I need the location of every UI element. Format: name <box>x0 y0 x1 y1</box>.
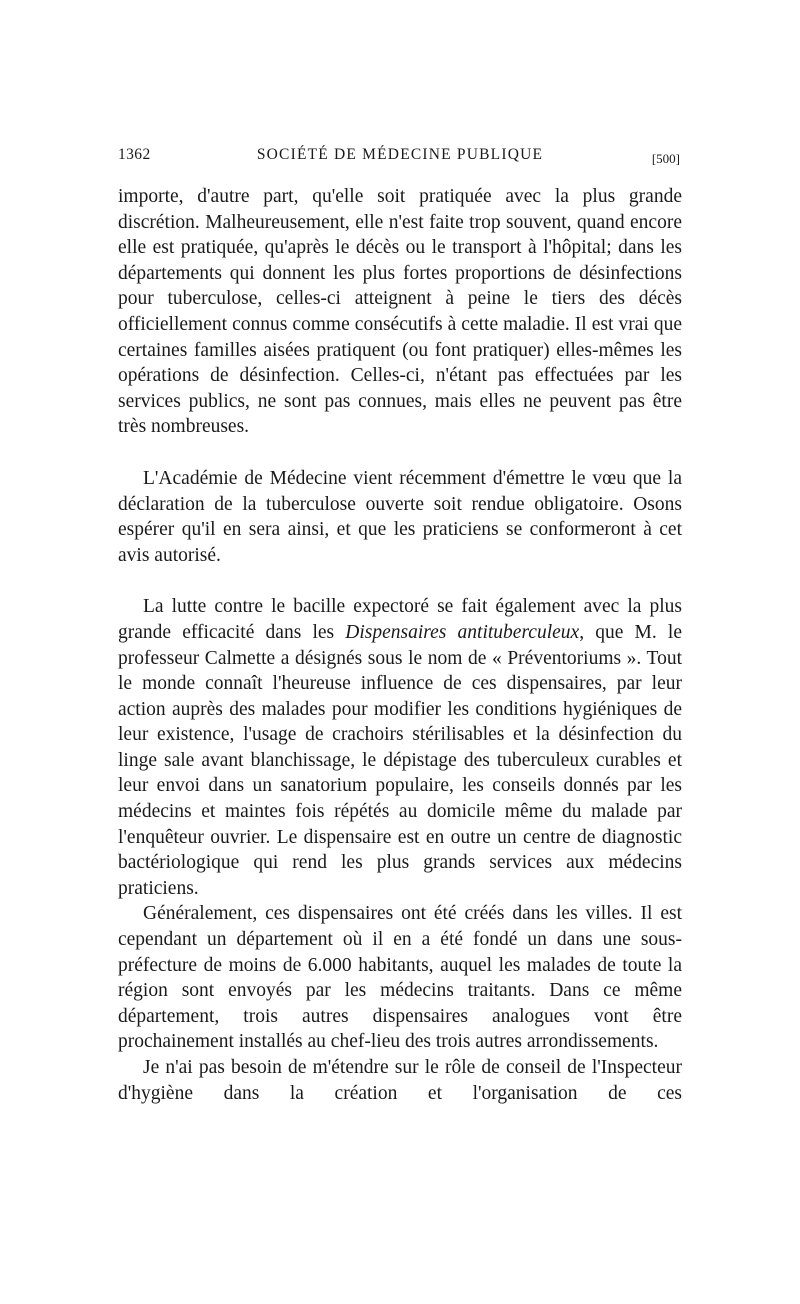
book-page <box>118 142 682 1106</box>
paragraph-2: L'Académie de Médecine vient récemment d'émettre le vœu que la déclaration de la tuberculose ouverte soit rendue obligatoire. Osons espérer qu'il en sera ainsi, et que les praticiens se conformeront à cet avis autorisé. <box>118 467 682 566</box>
running-header <box>118 142 682 168</box>
running-title: SOCIÉTÉ DE MÉDECINE PUBLIQUE <box>256 146 544 163</box>
paragraph-4: Généralement, ces dispensaires ont été créés dans les villes. Il est cependant un département où il en a été fondé un dans une sous-préfecture de moins de 6.000 habitants, auquel les malades de toute la région sont envoyés par les médecins traitants. Dans ce même département, trois autres dispensaires analogues vont être prochainement installés au chef-lieu des trois autres arrondissements. <box>118 903 682 1053</box>
body-text <box>118 184 682 1106</box>
paragraph-3-start: La lutte contre le bacille expectoré se fait également avec la plus grande efficacité dans les <box>118 596 682 643</box>
paragraph-1: importe, d'autre part, qu'elle soit pratiquée avec la plus grande discrétion. Malheureusement, elle n'est faite trop souvent, quand encore elle est pratiquée, qu'après le décès ou le transport à l'hôpital; dans les départements qui donnent les plus fortes proportions de désinfections pour tuberculose, celles-ci atteignent à peine le tiers des décès officiellement connus comme consécutifs à cette maladie. Il est vrai que certaines familles aisées pratiquent (ou font pratiquer) elles-mêmes les opérations de désinfection. Celles-ci, n'étant pas effectuées par les services publics, ne sont pas connues, mais elles ne peuvent pas être très nombreuses. <box>118 186 682 438</box>
paragraph-5: Je n'ai pas besoin de m'étendre sur le rôle de conseil de l'Inspecteur d'hygiène dans la création et l'organisation de ces <box>118 1057 682 1104</box>
paragraph-3-italic-term: Dispensaires antituberculeux <box>345 621 580 643</box>
paragraph-3-end: , que M. le professeur Calmette a désignés sous le nom de « Préventoriums ». Tout le monde connaît l'heureuse influence de ces dispensaires, par leur action auprès des malades pour modifier les conditions hygiéniques de leur existence, l'usage de crachoirs stérilisables et la désinfection du linge sale avant blanchissage, le dépistage des tuberculeux curables et leur envoi dans un sanatorium populaire, les conseils donnés par les médecins et maintes fois répétés au domicile même du malade par l'enquêteur ouvrier. Le dispensaire est en outre un centre de diagnostic bactériologique qui rend les plus grands services aux médecins praticiens. <box>118 621 682 899</box>
page-number: 1362 <box>118 146 151 163</box>
bracket-page-number: [500] <box>651 151 680 166</box>
paragraph-3 <box>118 594 682 901</box>
